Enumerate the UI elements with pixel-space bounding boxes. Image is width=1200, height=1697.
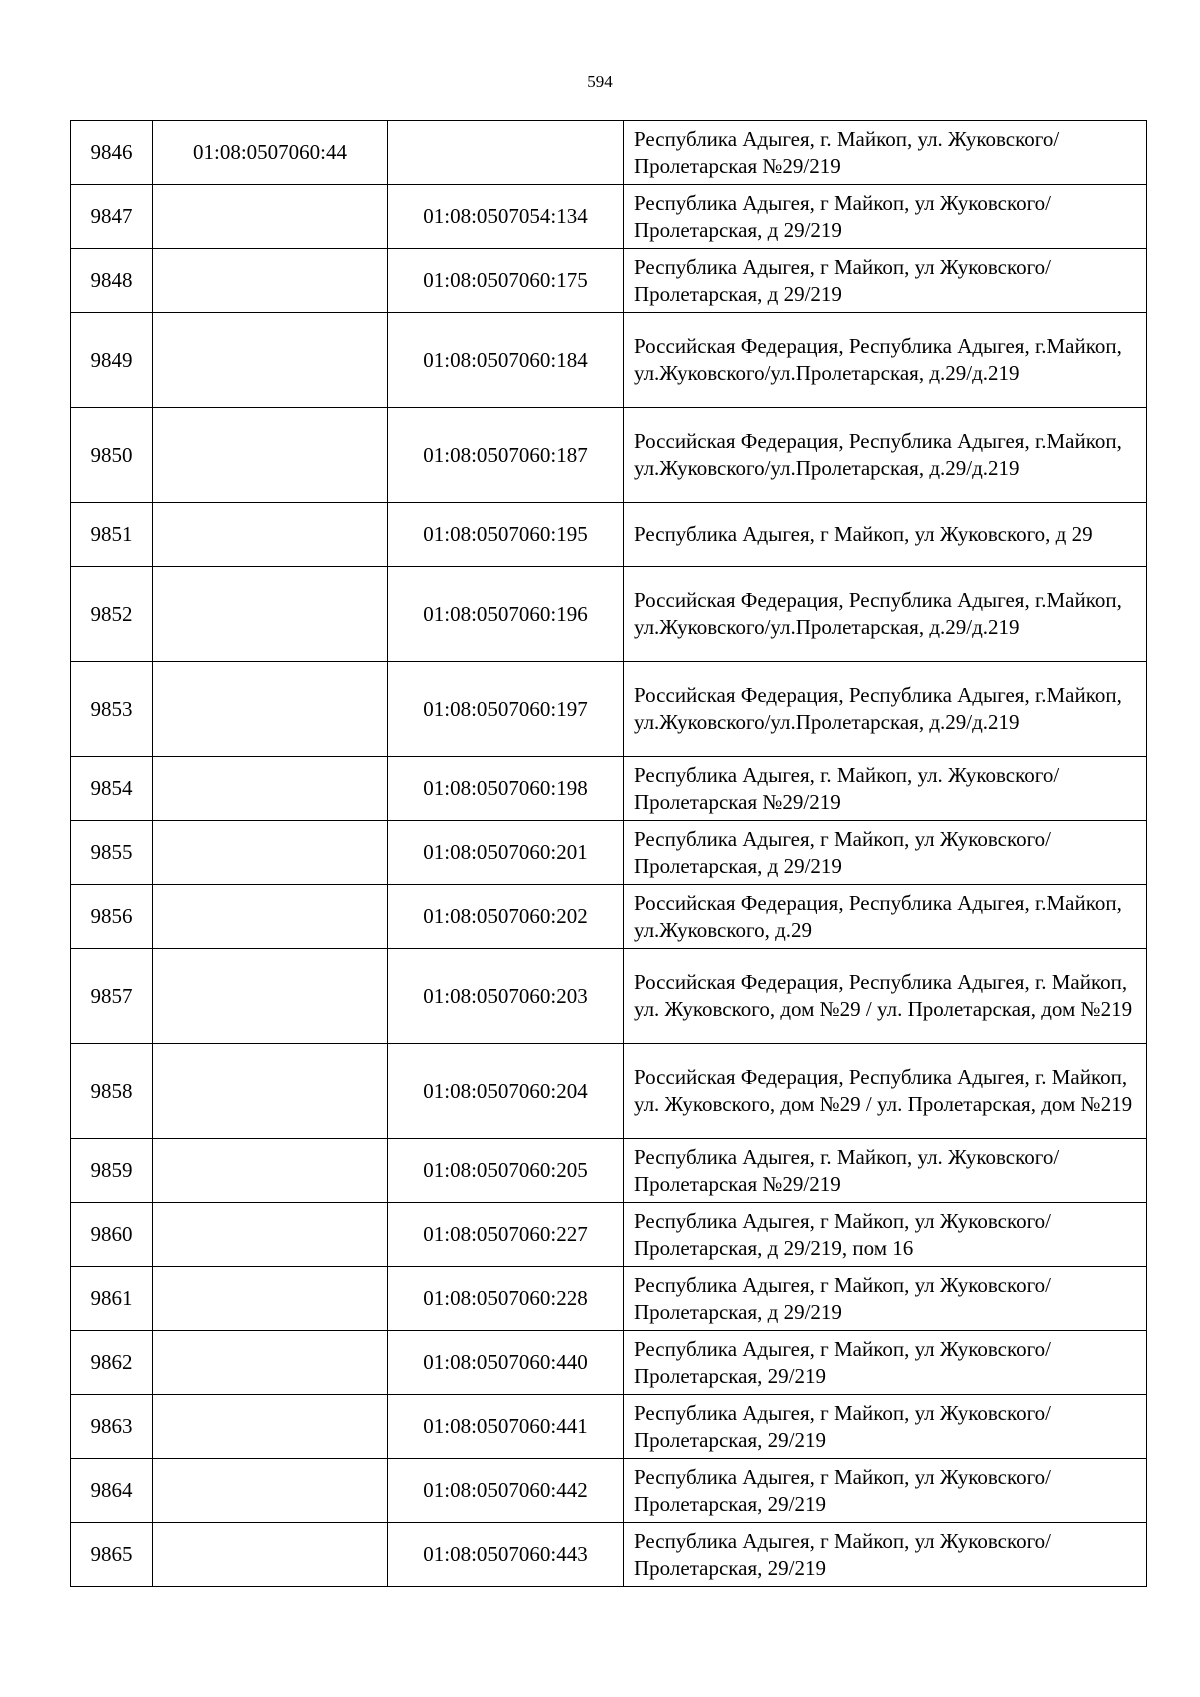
row-number-cell: 9852 <box>71 567 153 662</box>
row-number-cell: 9857 <box>71 949 153 1044</box>
table-row <box>71 885 1147 949</box>
row-number-cell: 9865 <box>71 1523 153 1587</box>
address-cell: Республика Адыгея, г Майкоп, ул Жуковского/Пролетарская, 29/219 <box>624 1331 1147 1395</box>
table-row <box>71 1203 1147 1267</box>
object-cadastral-number-cell: 01:08:0507060:196 <box>388 567 624 662</box>
object-cadastral-number-cell: 01:08:0507060:197 <box>388 662 624 757</box>
row-number-cell: 9856 <box>71 885 153 949</box>
table-row <box>71 757 1147 821</box>
object-cadastral-number-cell: 01:08:0507060:202 <box>388 885 624 949</box>
table-row <box>71 249 1147 313</box>
table-row <box>71 503 1147 567</box>
land-cadastral-number-cell <box>153 885 388 949</box>
object-cadastral-number-cell: 01:08:0507060:441 <box>388 1395 624 1459</box>
address-cell: Российская Федерация, Республика Адыгея, г. Майкоп, ул. Жуковского, дом №29 / ул. Пролетарская, дом №219 <box>624 949 1147 1044</box>
row-number-cell: 9860 <box>71 1203 153 1267</box>
page-number: 594 <box>587 72 613 91</box>
row-number-cell: 9854 <box>71 757 153 821</box>
object-cadastral-number-cell: 01:08:0507054:134 <box>388 185 624 249</box>
address-cell: Республика Адыгея, г. Майкоп, ул. Жуковского/Пролетарская №29/219 <box>624 757 1147 821</box>
row-number-cell: 9847 <box>71 185 153 249</box>
land-cadastral-number-cell <box>153 1044 388 1139</box>
table-row <box>71 1459 1147 1523</box>
row-number-cell: 9848 <box>71 249 153 313</box>
land-cadastral-number-cell <box>153 1331 388 1395</box>
table-row <box>71 821 1147 885</box>
object-cadastral-number-cell: 01:08:0507060:198 <box>388 757 624 821</box>
object-cadastral-number-cell: 01:08:0507060:228 <box>388 1267 624 1331</box>
object-cadastral-number-cell: 01:08:0507060:184 <box>388 313 624 408</box>
table-row <box>71 1331 1147 1395</box>
land-cadastral-number-cell <box>153 821 388 885</box>
address-cell: Республика Адыгея, г Майкоп, ул Жуковского/Пролетарская, д 29/219, пом 16 <box>624 1203 1147 1267</box>
land-cadastral-number-cell <box>153 757 388 821</box>
table-row <box>71 121 1147 185</box>
address-cell: Республика Адыгея, г Майкоп, ул Жуковского/Пролетарская, 29/219 <box>624 1395 1147 1459</box>
row-number-cell: 9855 <box>71 821 153 885</box>
table-row <box>71 408 1147 503</box>
land-cadastral-number-cell <box>153 249 388 313</box>
land-cadastral-number-cell <box>153 1139 388 1203</box>
address-cell: Российская Федерация, Республика Адыгея, г.Майкоп, ул.Жуковского, д.29 <box>624 885 1147 949</box>
object-cadastral-number-cell: 01:08:0507060:187 <box>388 408 624 503</box>
object-cadastral-number-cell: 01:08:0507060:195 <box>388 503 624 567</box>
address-cell: Российская Федерация, Республика Адыгея, г.Майкоп, ул.Жуковского/ул.Пролетарская, д.29/д.219 <box>624 313 1147 408</box>
address-cell: Республика Адыгея, г Майкоп, ул Жуковского/Пролетарская, 29/219 <box>624 1523 1147 1587</box>
address-cell: Республика Адыгея, г. Майкоп, ул. Жуковского/Пролетарская №29/219 <box>624 121 1147 185</box>
row-number-cell: 9858 <box>71 1044 153 1139</box>
address-cell: Республика Адыгея, г. Майкоп, ул. Жуковского/Пролетарская №29/219 <box>624 1139 1147 1203</box>
land-cadastral-number-cell <box>153 1203 388 1267</box>
object-cadastral-number-cell: 01:08:0507060:201 <box>388 821 624 885</box>
row-number-cell: 9861 <box>71 1267 153 1331</box>
land-cadastral-number-cell <box>153 662 388 757</box>
table-row <box>71 1395 1147 1459</box>
row-number-cell: 9850 <box>71 408 153 503</box>
address-cell: Республика Адыгея, г Майкоп, ул Жуковского/Пролетарская, д 29/219 <box>624 249 1147 313</box>
object-cadastral-number-cell: 01:08:0507060:205 <box>388 1139 624 1203</box>
object-cadastral-number-cell: 01:08:0507060:175 <box>388 249 624 313</box>
row-number-cell: 9853 <box>71 662 153 757</box>
row-number-cell: 9849 <box>71 313 153 408</box>
table-row <box>71 662 1147 757</box>
address-cell: Российская Федерация, Республика Адыгея, г.Майкоп, ул.Жуковского/ул.Пролетарская, д.29/д.219 <box>624 662 1147 757</box>
table-row <box>71 949 1147 1044</box>
table-row <box>71 1523 1147 1587</box>
land-cadastral-number-cell <box>153 949 388 1044</box>
object-cadastral-number-cell: 01:08:0507060:440 <box>388 1331 624 1395</box>
land-cadastral-number-cell <box>153 408 388 503</box>
address-cell: Российская Федерация, Республика Адыгея, г.Майкоп, ул.Жуковского/ул.Пролетарская, д.29/д.219 <box>624 408 1147 503</box>
row-number-cell: 9846 <box>71 121 153 185</box>
object-cadastral-number-cell: 01:08:0507060:443 <box>388 1523 624 1587</box>
land-cadastral-number-cell: 01:08:0507060:44 <box>153 121 388 185</box>
land-cadastral-number-cell <box>153 313 388 408</box>
address-cell: Республика Адыгея, г Майкоп, ул Жуковского, д 29 <box>624 503 1147 567</box>
land-cadastral-number-cell <box>153 1523 388 1587</box>
land-cadastral-number-cell <box>153 567 388 662</box>
object-cadastral-number-cell: 01:08:0507060:227 <box>388 1203 624 1267</box>
object-cadastral-number-cell: 01:08:0507060:203 <box>388 949 624 1044</box>
table-row <box>71 185 1147 249</box>
land-cadastral-number-cell <box>153 185 388 249</box>
object-cadastral-number-cell: 01:08:0507060:442 <box>388 1459 624 1523</box>
table-row <box>71 1044 1147 1139</box>
address-cell: Республика Адыгея, г Майкоп, ул Жуковского/Пролетарская, д 29/219 <box>624 1267 1147 1331</box>
address-cell: Российская Федерация, Республика Адыгея, г.Майкоп, ул.Жуковского/ул.Пролетарская, д.29/д.219 <box>624 567 1147 662</box>
row-number-cell: 9851 <box>71 503 153 567</box>
land-cadastral-number-cell <box>153 1395 388 1459</box>
address-cell: Республика Адыгея, г Майкоп, ул Жуковского/Пролетарская, 29/219 <box>624 1459 1147 1523</box>
row-number-cell: 9859 <box>71 1139 153 1203</box>
row-number-cell: 9863 <box>71 1395 153 1459</box>
table-row <box>71 1139 1147 1203</box>
object-cadastral-number-cell <box>388 121 624 185</box>
address-cell: Республика Адыгея, г Майкоп, ул Жуковского/Пролетарская, д 29/219 <box>624 821 1147 885</box>
table-row <box>71 313 1147 408</box>
table-row <box>71 567 1147 662</box>
property-registry-table <box>70 120 1147 1587</box>
row-number-cell: 9862 <box>71 1331 153 1395</box>
address-cell: Российская Федерация, Республика Адыгея, г. Майкоп, ул. Жуковского, дом №29 / ул. Пролетарская, дом №219 <box>624 1044 1147 1139</box>
land-cadastral-number-cell <box>153 1459 388 1523</box>
row-number-cell: 9864 <box>71 1459 153 1523</box>
object-cadastral-number-cell: 01:08:0507060:204 <box>388 1044 624 1139</box>
land-cadastral-number-cell <box>153 503 388 567</box>
address-cell: Республика Адыгея, г Майкоп, ул Жуковского/Пролетарская, д 29/219 <box>624 185 1147 249</box>
land-cadastral-number-cell <box>153 1267 388 1331</box>
table-row <box>71 1267 1147 1331</box>
